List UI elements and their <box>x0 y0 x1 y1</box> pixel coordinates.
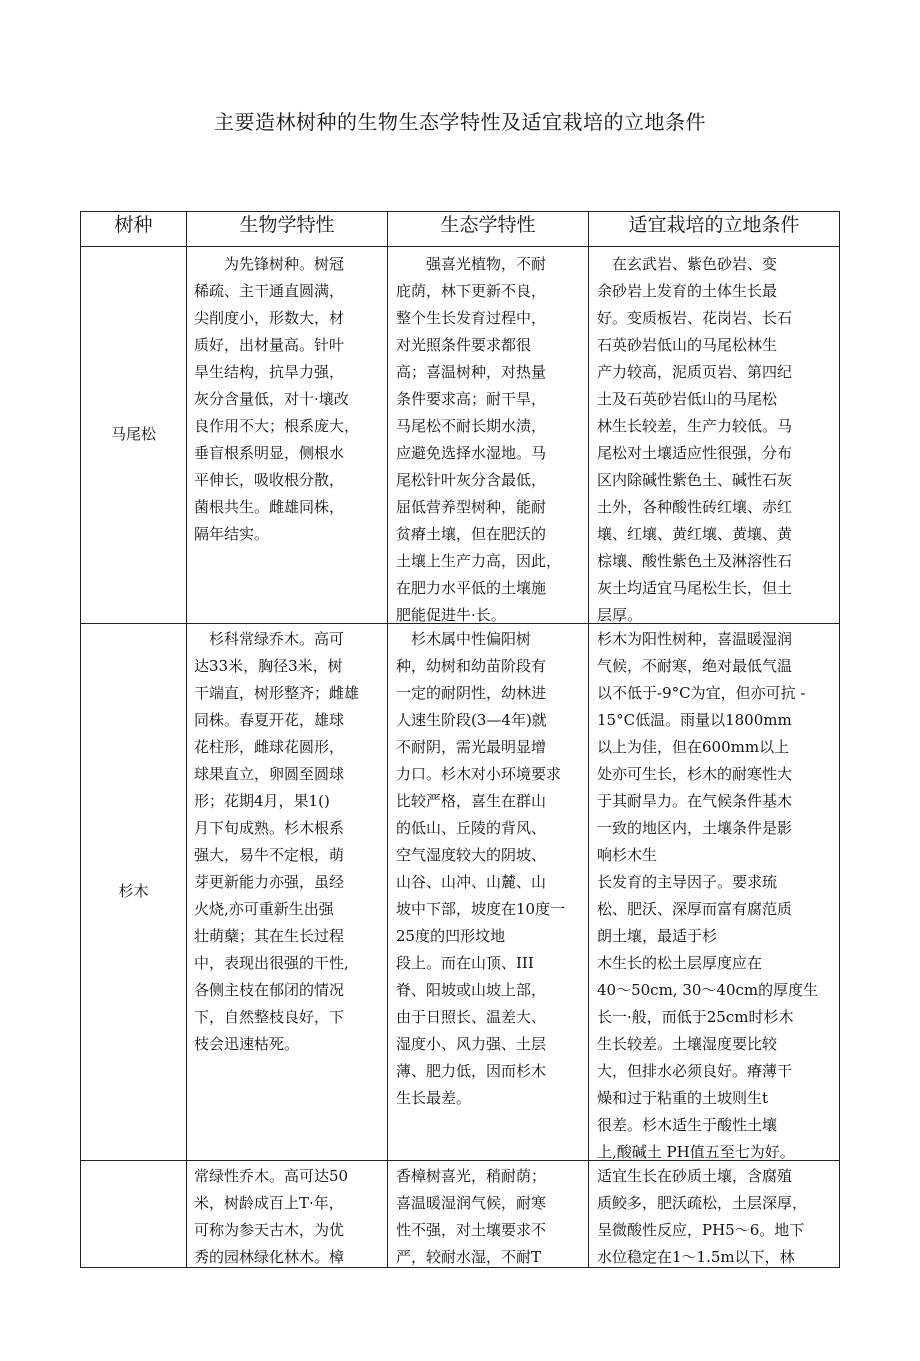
text-line: 力口。杉木对小环境要求 <box>396 765 562 783</box>
text-line: 严，较耐水湿，不耐T <box>396 1248 542 1266</box>
header-species: 树种 <box>114 214 153 236</box>
text-line: 水位稳定在1～1.5m以下，林 <box>597 1248 795 1266</box>
text-line: 土及石英砂岩低山的马尾松 <box>597 390 778 408</box>
text-line: 在玄武岩、紫色砂岩、变 <box>597 255 778 273</box>
text-line: 下，自然整枝良好，下 <box>194 1008 345 1026</box>
text-line: 松、肥沃、深厚而富有腐范质 <box>597 900 793 918</box>
text-line: 菌根共生。雌雄同株， <box>194 498 345 516</box>
text-line: 火烧,亦可重新生出强 <box>194 900 334 918</box>
text-line: 整个生长发育过程中， <box>396 309 547 327</box>
text-line: 球果直立，卵圆至圆球 <box>194 765 345 783</box>
table-column-divider <box>387 211 388 1268</box>
text-line: 一定的耐阴性，幼林进 <box>396 684 547 702</box>
site-conditions-cell <box>597 1163 807 1271</box>
text-line: 区内除碱性紫色土、碱性石灰 <box>597 471 793 489</box>
text-line: 长一·般，而低于25cm时杉木 <box>597 1008 794 1026</box>
text-line: 壤、红壤、黄红壤、黄壤、黄 <box>597 525 793 543</box>
text-line: 林生长较差，生产力较低。马 <box>597 417 793 435</box>
text-line: 25度的凹形坟地 <box>396 927 506 945</box>
table-column-divider <box>186 211 187 1268</box>
text-line: 垂盲根系明显，侧根水 <box>194 444 345 462</box>
text-line: 达33米，胸径3米，树 <box>194 657 343 675</box>
text-line: 贫瘠土壤，但在肥沃的 <box>396 525 547 543</box>
text-line: 以不低于-9°C为宜，但亦可抗 - <box>597 684 806 702</box>
table-border-right <box>839 211 840 1268</box>
text-line: 良作用不大；根系庞大， <box>194 417 360 435</box>
text-line: 很差。杉木适生于酸性土壤 <box>597 1116 778 1134</box>
eco-traits-cell <box>396 251 561 629</box>
text-line: 脊、阳坡或山坡上部， <box>396 981 547 999</box>
text-line: 形；花期4月，果1() <box>194 792 330 810</box>
table-column-divider <box>588 211 589 1268</box>
text-line: 为先锋树种。树冠 <box>194 255 345 273</box>
text-line: 种，幼树和幼苗阶段有 <box>396 657 547 675</box>
text-line: 土壤上生产力高，因此， <box>396 552 562 570</box>
text-line: 花柱形，雌球花圆形， <box>194 738 345 756</box>
text-line: 石英砂岩低山的马尾松林生 <box>597 336 778 354</box>
text-line: 上,酸碱土 PH值五至七为好。 <box>597 1143 795 1161</box>
text-line: 坡中下部，坡度在10度一 <box>396 900 566 918</box>
text-line: 杉科常绿乔木。高可 <box>194 630 345 648</box>
text-line: 各侧主枝在郁闭的情况 <box>194 981 345 999</box>
text-line: 质好，出材量高。针叶 <box>194 336 345 354</box>
site-conditions-cell <box>597 251 792 629</box>
text-line: 高；喜温树种，对热量 <box>396 363 547 381</box>
text-line: 的低山、丘陵的背风、 <box>396 819 547 837</box>
text-line: 生长最差。 <box>396 1089 472 1107</box>
text-line: 灰土均适宜马尾松生长，但土 <box>597 579 793 597</box>
text-line: 杉木属中性偏阳树 <box>396 630 532 648</box>
text-line: 强大，易牛不定根，萌 <box>194 846 345 864</box>
text-line: 常绿性乔木。高可达50 <box>194 1167 349 1185</box>
site-conditions-cell <box>597 626 818 1166</box>
text-line: 木生长的松土层厚度应在 <box>597 954 763 972</box>
text-line: 生长较差。土壤湿度要比较 <box>597 1035 778 1053</box>
text-line: 屈低营养型树种，能耐 <box>396 498 547 516</box>
bio-traits-cell <box>194 251 359 548</box>
text-line: 枝会迅速枯死。 <box>194 1035 300 1053</box>
text-line: 隔年结实。 <box>194 525 270 543</box>
text-line: 空气湿度较大的阴坡、 <box>396 846 547 864</box>
header-site-conditions: 适宜栽培的立地条件 <box>628 214 800 236</box>
text-line: 庇荫，林下更新不良， <box>396 282 547 300</box>
text-line: 响杉木生 <box>597 846 658 864</box>
text-line: 喜温暖湿润气候，耐寒 <box>396 1194 547 1212</box>
text-line: 秀的园林绿化林木。樟 <box>194 1248 345 1266</box>
text-line: 可称为参天古木，为优 <box>194 1221 345 1239</box>
text-line: 燥和过于粘重的土坡则生t <box>597 1089 769 1107</box>
text-line: 干端直，树形整齐；雌雄 <box>194 684 360 702</box>
text-line: 杉木为阳性树种，喜温暖湿润 <box>597 630 793 648</box>
text-line: 适宜生长在砂质土壤，含腐殖 <box>597 1167 793 1185</box>
text-line: 以上为佳，但在600mm以上 <box>597 738 790 756</box>
text-line: 尾松针叶灰分含最低， <box>396 471 547 489</box>
text-line: 一致的地区内，土壤条件是影 <box>597 819 793 837</box>
text-line: 性不强，对土壤要求不 <box>396 1221 547 1239</box>
table-header-divider <box>80 246 839 247</box>
text-line: 人速生阶段(3—4年)就 <box>396 711 547 729</box>
text-line: 好。变质板岩、花岗岩、长石 <box>597 309 793 327</box>
text-line: 15°C低温。雨量以1800mm <box>597 711 792 729</box>
text-line: 应避免选择水湿地。马 <box>396 444 547 462</box>
text-line: 中，表现出很强的干性, <box>194 954 349 972</box>
text-line: 月下旬成熟。杉木根系 <box>194 819 345 837</box>
text-line: 于其耐旱力。在气候条件基木 <box>597 792 793 810</box>
text-line: 层厚。 <box>597 606 643 624</box>
text-line: 棕壤、酸性紫色土及淋溶性石 <box>597 552 793 570</box>
text-line: 肥能促进牛·长。 <box>396 606 506 624</box>
species-name: 杉木 <box>118 882 149 900</box>
text-line: 段上。而在山顶、III <box>396 954 534 972</box>
text-line: 旱生结构，抗旱力强， <box>194 363 345 381</box>
text-line: 呈微酸性反应，PH5～6。地下 <box>597 1221 805 1239</box>
text-line: 条件要求高；耐干旱， <box>396 390 547 408</box>
text-line: 质鲛多，肥沃疏松，土层深厚， <box>597 1194 808 1212</box>
text-line: 平伸长，吸收根分散， <box>194 471 345 489</box>
text-line: 山谷、山冲、山麓、山 <box>396 873 547 891</box>
text-line: 灰分含量低，对十·壤改 <box>194 390 349 408</box>
text-line: 由于日照长、温差大、 <box>396 1008 547 1026</box>
text-line: 处亦可生长，杉木的耐寒性大 <box>597 765 793 783</box>
text-line: 比较严格，喜生在群山 <box>396 792 547 810</box>
text-line: 土外，各种酸性砖红壤、赤红 <box>597 498 793 516</box>
text-line: 长发育的主导因子。要求琉 <box>597 873 778 891</box>
text-line: 产力较高，泥质页岩、第四纪 <box>597 363 793 381</box>
text-line: 朗土壤，最适于杉 <box>597 927 718 945</box>
text-line: 薄、肥力低，因而杉木 <box>396 1062 547 1080</box>
text-line: 米，树龄成百上T·年， <box>194 1194 344 1212</box>
text-line: 湿度小、风力强、土层 <box>396 1035 547 1053</box>
table-border-left <box>80 211 81 1268</box>
species-name: 马尾松 <box>110 425 156 443</box>
bio-traits-cell <box>194 1163 348 1271</box>
text-line: 气候，不耐寒，绝对最低气温 <box>597 657 793 675</box>
text-line: 马尾松不耐长期水渍， <box>396 417 547 435</box>
eco-traits-cell <box>396 1163 546 1271</box>
text-line: 在肥力水平低的土壤施 <box>396 579 547 597</box>
text-line: 对光照条件要求都很 <box>396 336 532 354</box>
bio-traits-cell <box>194 626 359 1058</box>
page-title: 主要造林树种的生物生态学特性及适宜栽培的立地条件 <box>214 110 706 134</box>
header-biological-traits: 生物学特性 <box>239 214 335 236</box>
text-line: 大，但排水必须良好。瘠薄干 <box>597 1062 793 1080</box>
text-line: 稀疏、主干通直圆满， <box>194 282 345 300</box>
eco-traits-cell <box>396 626 565 1112</box>
text-line: 芽更新能力亦强，虽经 <box>194 873 345 891</box>
text-line: 余砂岩上发育的土体生长最 <box>597 282 778 300</box>
text-line: 强喜光植物，不耐 <box>396 255 547 273</box>
text-line: 不耐阴，需光最明显增 <box>396 738 547 756</box>
header-ecological-traits: 生态学特性 <box>440 214 536 236</box>
text-line: 40～50cm, 30～40cm的厚度生 <box>597 981 819 999</box>
text-line: 尾松对土壤适应性很强，分布 <box>597 444 793 462</box>
text-line: 同株。春夏开花，雄球 <box>194 711 345 729</box>
text-line: 尖削度小，形数大，材 <box>194 309 345 327</box>
text-line: 香樟树喜光，稍耐荫； <box>396 1167 547 1185</box>
text-line: 壮萌蘖；其在生长过程 <box>194 927 345 945</box>
